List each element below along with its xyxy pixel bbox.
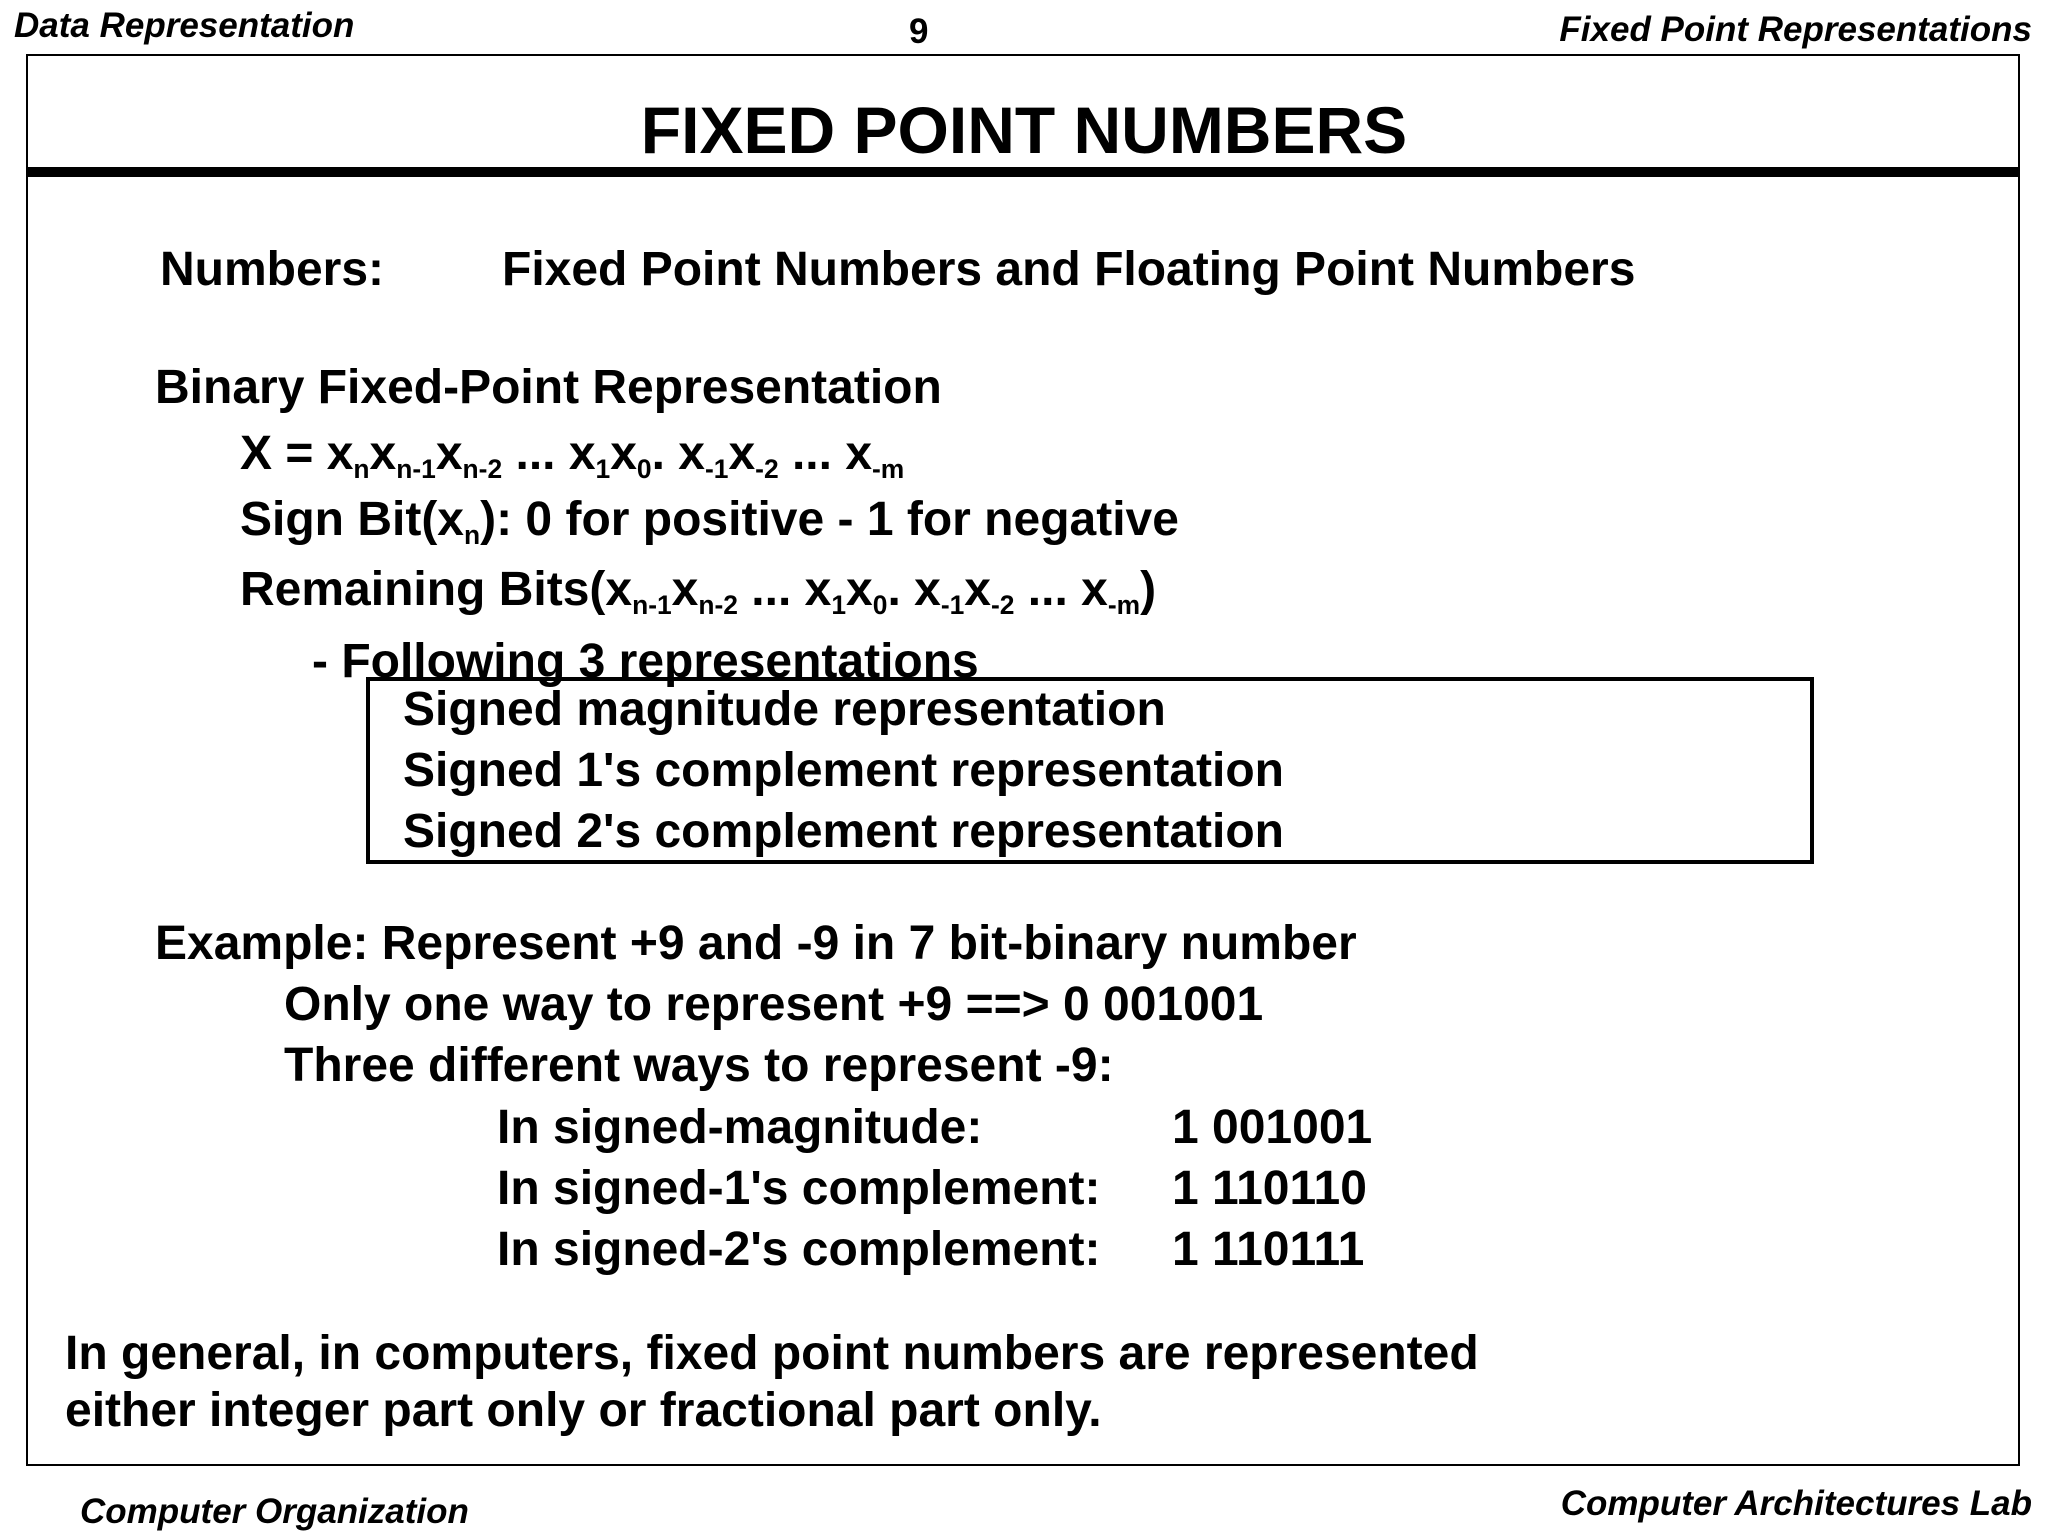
example-line-1: Only one way to represent +9 ==> 0 001001	[284, 978, 1264, 1031]
header-left: Data Representation	[14, 6, 355, 45]
conclusion-line-1: In general, in computers, fixed point numbers are represented	[65, 1327, 1479, 1380]
remaining-bits-line: Remaining $Bits(x_{n-1}x_{n-2}$ ... $x_1x_0$. $x_{-1}x_{-2}$ ... $x_{-m}$)	[240, 563, 1157, 621]
representation-item: Signed 2's complement representation	[403, 805, 1284, 858]
page-title: FIXED POINT NUMBERS	[640, 93, 1408, 167]
representation-item: Signed magnitude representation	[403, 683, 1166, 736]
example-row-value: 1 110110	[1172, 1162, 1367, 1215]
example-row-value: 1 001001	[1172, 1101, 1373, 1154]
conclusion-line-2: either integer part only or fractional part only.	[65, 1384, 1102, 1437]
page-number: 9	[909, 12, 929, 51]
sign-bit-line: Sign $Bit(x_n)$: 0 for positive - 1 for negative	[240, 493, 1179, 551]
header-right: Fixed Point Representations	[1559, 10, 2032, 49]
binary-heading: Binary Fixed-Point Representation	[155, 361, 942, 414]
example-row-label: In signed-magnitude:	[497, 1101, 983, 1154]
example-line-2: Three different ways to represent -9:	[284, 1039, 1114, 1092]
numbers-label: Numbers:	[160, 243, 385, 296]
footer-right: Computer Architectures Lab	[1560, 1484, 2032, 1523]
example-row-value: 1 110111	[1172, 1223, 1365, 1276]
representation-item: Signed 1's complement representation	[403, 744, 1284, 797]
numbers-text: Fixed Point Numbers and Floating Point Numbers	[502, 243, 1636, 296]
title-rule	[26, 167, 2020, 177]
example-row-label: In signed-1's complement:	[497, 1162, 1101, 1215]
example-row-label: In signed-2's complement:	[497, 1223, 1101, 1276]
example-heading: Example: Represent +9 and -9 in 7 bit-binary number	[155, 917, 1357, 970]
following-line: - Following 3 representations	[312, 635, 979, 688]
formula-line: $X = x_nx_{n-1}x_{n-2}$ ... $x_1x_0$. $x_{-1}x_{-2}$ ... $x_{-m}$	[240, 427, 905, 485]
footer-left: Computer Organization	[80, 1492, 469, 1531]
